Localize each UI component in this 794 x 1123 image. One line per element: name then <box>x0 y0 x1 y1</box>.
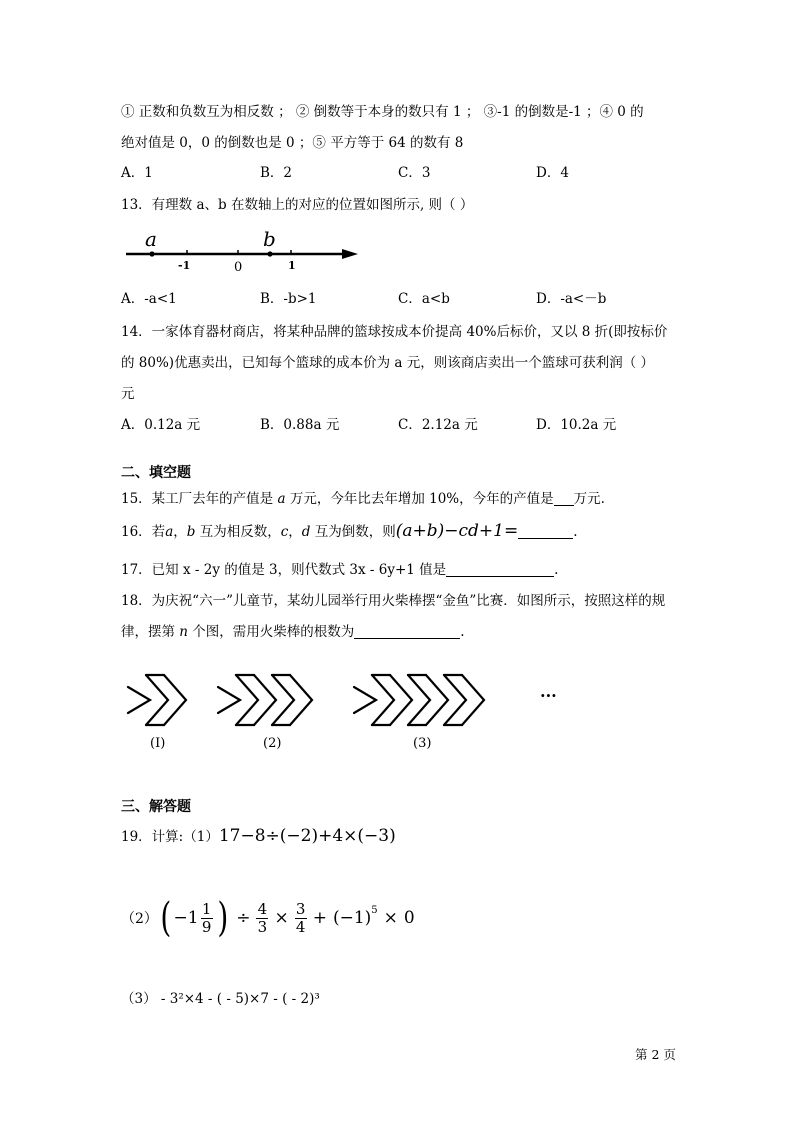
label-a: a <box>145 227 157 251</box>
q18-answer-blank[interactable] <box>354 624 460 639</box>
q19-part2: （2） ( −1 1 9 ) ÷ 4 3 × 3 4 + (−1) $^5$ × 0 <box>121 895 415 941</box>
figure-label-3: (3) <box>413 736 432 751</box>
q18-line2: 律，摆第 n 个图，需用火柴棒的根数为 . <box>121 624 465 640</box>
q12-option-d: D．4 <box>536 165 569 181</box>
q19-part1: 19．计算:（1）17−8÷(−2)+4×(−3) <box>121 826 396 846</box>
number-line-figure <box>120 226 370 276</box>
q19-part3: （3） - 3²×4 - ( - 5)×7 - ( - 2)³ <box>121 991 320 1007</box>
fraction-three-quarters: 3 4 <box>295 899 306 936</box>
q18-line1: 18．为庆祝“六一”儿童节，某幼儿园举行用火柴棒摆“金鱼”比赛．如图所示，按照这样的规 <box>121 593 666 609</box>
q13-stem: 13．有理数 a、b 在数轴上的对应的位置如图所示, 则（ ） <box>121 197 474 213</box>
q12-line1: ① 正数和负数互为相反数 ； ② 倒数等于本身的数只有 1 ； ③-1 的倒数是-1 ；④ 0 的 <box>121 104 644 120</box>
number-line-arrow <box>342 249 358 259</box>
q13-option-a: A．-a<1 <box>121 291 177 307</box>
q16-answer-blank[interactable] <box>518 524 573 539</box>
label-zero: 0 <box>234 260 243 275</box>
label-one: 1 <box>288 259 296 272</box>
q14-line2: 的 80%)优惠卖出，已知每个篮球的成本价为 a 元，则该商店卖出一个篮球可获利润（ ） <box>121 355 654 371</box>
q14-line1: 14．一家体育器材商店，将某种品牌的篮球按成本价提高 40%后标价，又以 8 折(即按标价 <box>121 324 668 340</box>
section-heading-solve: 三、解答题 <box>121 799 191 815</box>
q14-option-a: A．0.12a 元 <box>121 417 201 433</box>
q14-option-b: B．0.88a 元 <box>260 417 340 433</box>
q14-option-c: C．2.12a 元 <box>398 417 478 433</box>
label-b: b <box>263 227 276 251</box>
figure-label-2: (2) <box>263 736 282 751</box>
q14-option-d: D．10.2a 元 <box>536 417 617 433</box>
q12-option-b: B．2 <box>260 165 293 181</box>
q15-answer-blank[interactable] <box>554 491 574 506</box>
q12-line2: 绝对值是 0，0 的倒数也是 0 ；⑤ 平方等于 64 的数有 8 <box>121 135 464 151</box>
q15-text: 15．某工厂去年的产值是 a 万元，今年比去年增加 10%，今年的产值是 万元. <box>121 491 605 507</box>
q17-text: 17．已知 x - 2y 的值是 3，则代数式 3x - 6y+1 值是 . <box>121 562 559 578</box>
q13-option-b: B．-b>1 <box>260 291 317 307</box>
q13-option-c: C．a<b <box>398 291 450 307</box>
fraction-one-ninth: 1 9 <box>201 899 212 936</box>
fraction-four-thirds: 4 3 <box>257 899 268 936</box>
matchstick-fish-figure <box>120 665 580 755</box>
q14-line3: 元 <box>121 386 135 402</box>
q17-answer-blank[interactable] <box>446 562 554 577</box>
point-b <box>267 251 272 256</box>
figure-label-1: (I) <box>150 736 166 751</box>
point-a <box>149 251 154 256</box>
q16-text: 16．若a，b 互为相反数，c，d 互为倒数，则(a+b)−cd+1= . <box>121 521 578 541</box>
label-minus-one: -1 <box>178 259 191 272</box>
q12-option-c: C．3 <box>398 165 431 181</box>
q13-option-d: D．-a<－b <box>536 291 607 307</box>
figure-ellipsis: ··· <box>540 686 557 705</box>
q12-option-a: A．1 <box>121 165 153 181</box>
section-heading-fill-in: 二、填空题 <box>121 465 191 481</box>
page-number: 第 2 页 <box>635 1047 676 1062</box>
q19-expr1: 17−8÷(−2)+4×(−3) <box>218 826 396 846</box>
